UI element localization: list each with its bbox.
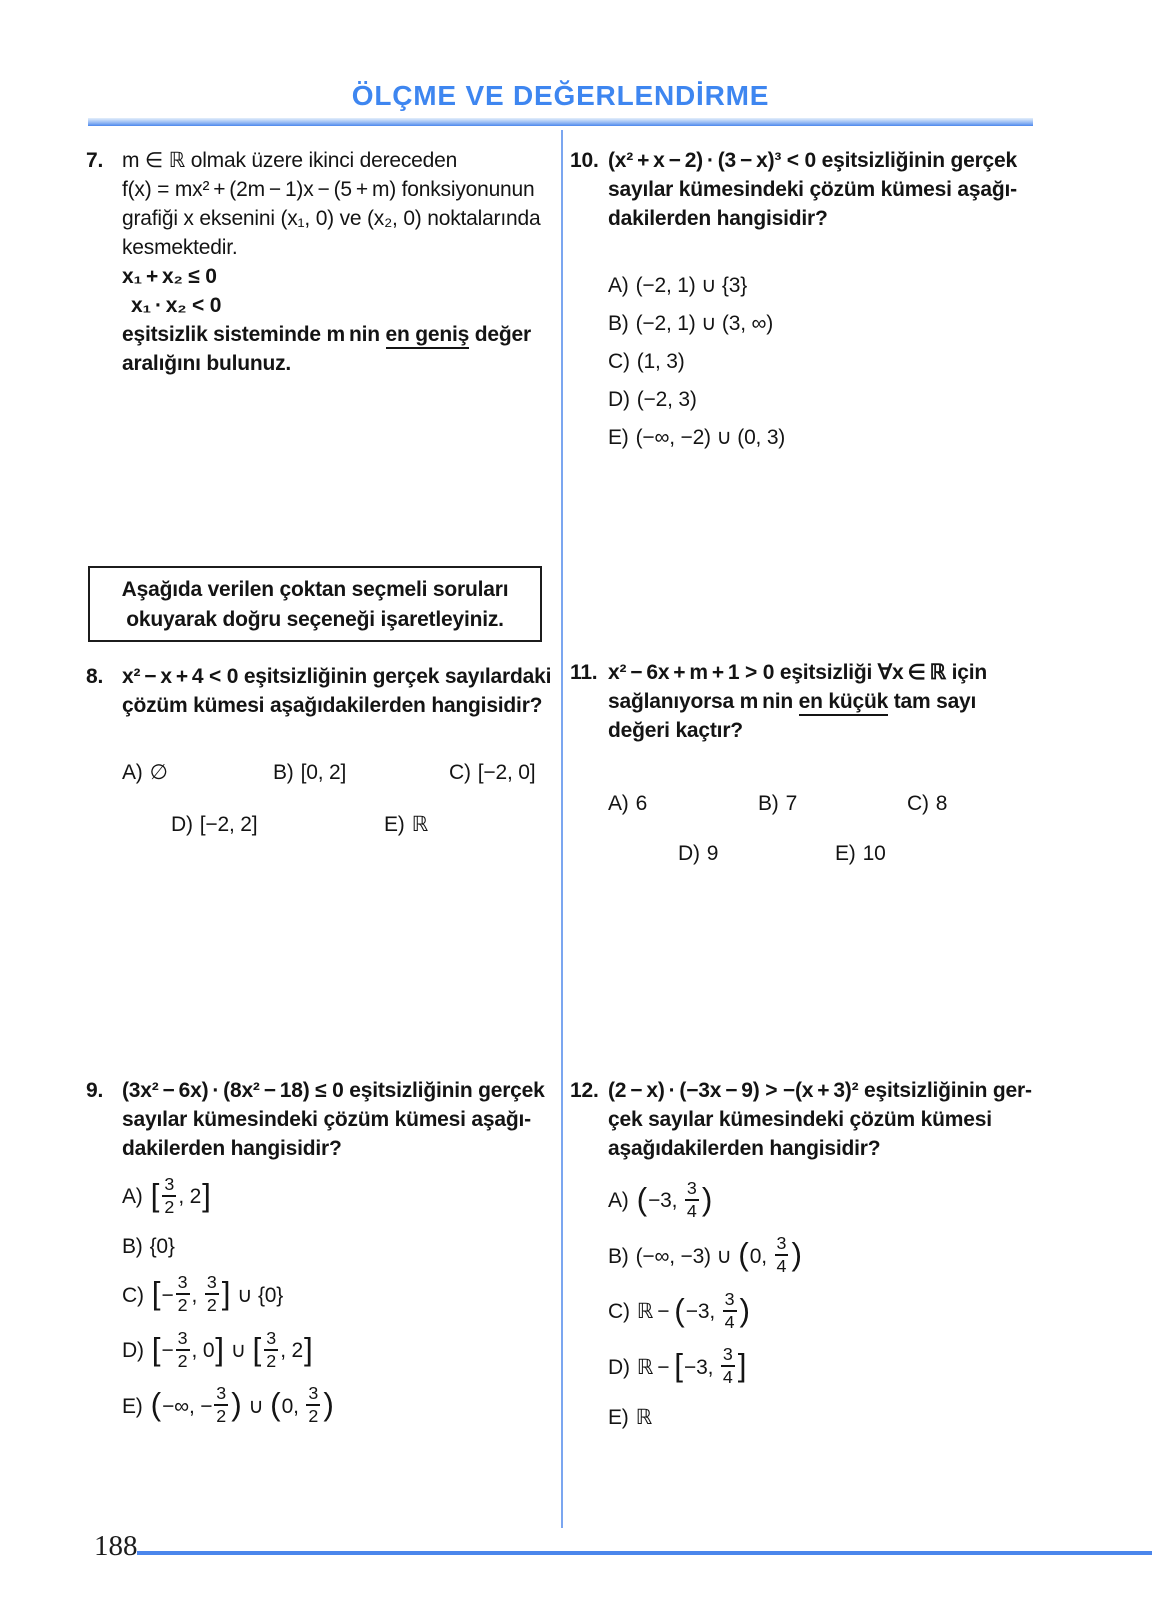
question-9-option-c: C) [− $\frac{3}{2}$ , $\frac{3}{2}$ ] ∪ {0}: [122, 1272, 284, 1316]
question-8-option-e: E) ℝ: [384, 813, 429, 836]
page-number: 188: [94, 1530, 138, 1562]
question-7-inequality-1: x₁ + x₂ ≤ 0: [122, 265, 217, 288]
question-11-line-1: x² − 6x + m + 1 > 0 eşitsizliği ∀x ∈ ℝ için: [608, 661, 987, 684]
question-9-option-e: E) (−∞, − $\frac{3}{2}$ ) ∪ (0, $\frac{3}{2}$ ): [122, 1383, 334, 1427]
question-9-line-1: (3x² − 6x) · (8x² − 18) ≤ 0 eşitsizliğinin gerçek: [122, 1079, 545, 1102]
question-12-option-d: D) ℝ − [−3, $\frac{3}{4}$ ]: [608, 1344, 747, 1388]
question-9-number: 9.: [86, 1079, 104, 1102]
column-divider: [561, 130, 563, 1528]
instruction-line-1: Aşağıda verilen çoktan seçmeli soruları: [121, 578, 509, 601]
question-9-option-d: D) [− $\frac{3}{2}$ , 0] ∪ [ $\frac{3}{2}$ , 2]: [122, 1327, 313, 1371]
header-rule: [88, 118, 1033, 126]
page-title: ÖLÇME VE DEĞERLENDİRME: [351, 80, 770, 111]
question-7-number: 7.: [86, 149, 104, 172]
question-12-number: 12.: [570, 1079, 599, 1102]
question-7-line-2: f(x) = mx² + (2m − 1)x − (5 + m) fonksiyonunun: [122, 178, 535, 201]
question-12: [570, 1076, 1048, 1446]
question-12-line-3: aşağıdakilerden hangisidir?: [608, 1137, 881, 1160]
question-11-number: 11.: [570, 661, 598, 684]
question-10-option-c: C) (1, 3): [608, 350, 685, 373]
question-9-line-2: sayılar kümesindeki çözüm kümesi aşağı-: [122, 1108, 531, 1131]
question-11-option-e: E) 10: [835, 842, 886, 865]
footer-rule: [137, 1551, 1152, 1555]
question-9-options: [122, 1174, 558, 1428]
instruction-line-2: okuyarak doğru seçeneği işaretleyiniz.: [126, 608, 504, 631]
question-7-line-7: eşitsizlik sisteminde m nin en geniş değer: [122, 320, 558, 349]
question-8-option-a: A) ∅: [122, 761, 168, 784]
question-7-line-4: kesmektedir.: [122, 236, 238, 259]
question-11-option-c: C) 8: [907, 792, 948, 815]
instruction-box: [88, 566, 542, 642]
question-11-options-row-1: [608, 789, 1048, 818]
question-10-options: [608, 271, 1048, 452]
question-10-option-a: A) (−2, 1) ∪ {3}: [608, 274, 748, 297]
question-7-line-8: aralığını bulunuz.: [122, 352, 292, 375]
question-7-line-1: m ∈ ℝ olmak üzere ikinci dereceden: [122, 149, 458, 172]
question-10-line-1: (x² + x − 2) · (3 − x)³ < 0 eşitsizliğinin gerçek: [608, 149, 1017, 172]
question-8-number: 8.: [86, 665, 104, 688]
question-8: [86, 662, 558, 839]
question-10-line-2: sayılar kümesindeki çözüm kümesi aşağı-: [608, 178, 1017, 201]
question-9-option-a: A) [ $\frac{3}{2}$ , 2]: [122, 1174, 211, 1217]
question-8-options-row-1: [122, 758, 558, 787]
question-11-line-2: sağlanıyorsa m nin en küçük tam sayı: [608, 687, 1048, 716]
question-10-option-b: B) (−2, 1) ∪ (3, ∞): [608, 312, 774, 335]
question-10-number: 10.: [570, 149, 599, 172]
question-12-option-a: A) (−3, $\frac{3}{4}$ ): [608, 1178, 713, 1221]
question-12-options: [608, 1178, 1048, 1432]
question-11-option-b: B) 7: [758, 792, 798, 815]
question-8-option-b: B) [0, 2]: [273, 761, 347, 784]
question-11-line-3: değeri kaçtır?: [608, 719, 743, 742]
question-10-option-e: E) (−∞, −2) ∪ (0, 3): [608, 426, 786, 449]
question-12-option-e: E) ℝ: [608, 1405, 653, 1429]
question-12-line-1: (2 − x) · (−3x − 9) > −(x + 3)² eşitsizliğinin ger-: [608, 1079, 1032, 1102]
question-8-option-d: D) [−2, 2]: [171, 813, 258, 836]
question-11-options-row-2: [608, 839, 1048, 868]
question-12-option-c: C) ℝ − (−3, $\frac{3}{4}$ ): [608, 1288, 751, 1332]
question-10-line-3: dakilerden hangisidir?: [608, 207, 828, 230]
question-9-line-3: dakilerden hangisidir?: [122, 1137, 342, 1160]
question-7-inequality-2: x₁ · x₂ < 0: [131, 294, 222, 317]
question-8-line-1: x² − x + 4 < 0 eşitsizliğinin gerçek sayılardaki: [122, 665, 552, 688]
question-7-line-3: grafiği x eksenini (x₁, 0) ve (x₂, 0) noktalarında: [122, 207, 541, 230]
question-12-line-2: çek sayılar kümesindeki çözüm kümesi: [608, 1108, 992, 1131]
question-11-option-a: A) 6: [608, 792, 648, 815]
question-8-line-2: çözüm kümesi aşağıdakilerden hangisidir?: [122, 694, 543, 717]
question-11: [570, 658, 1048, 868]
question-9: [86, 1076, 558, 1442]
question-12-option-b: B) (−∞, −3) ∪ (0, $\frac{3}{4}$ ): [608, 1233, 802, 1277]
question-10: [570, 146, 1048, 461]
question-8-options-row-2: [122, 810, 558, 839]
question-10-option-d: D) (−2, 3): [608, 388, 697, 411]
question-9-option-b: B) {0}: [122, 1235, 175, 1259]
question-8-option-c: C) [−2, 0]: [449, 761, 536, 784]
question-7: [86, 146, 558, 378]
question-11-option-d: D) 9: [678, 842, 719, 865]
